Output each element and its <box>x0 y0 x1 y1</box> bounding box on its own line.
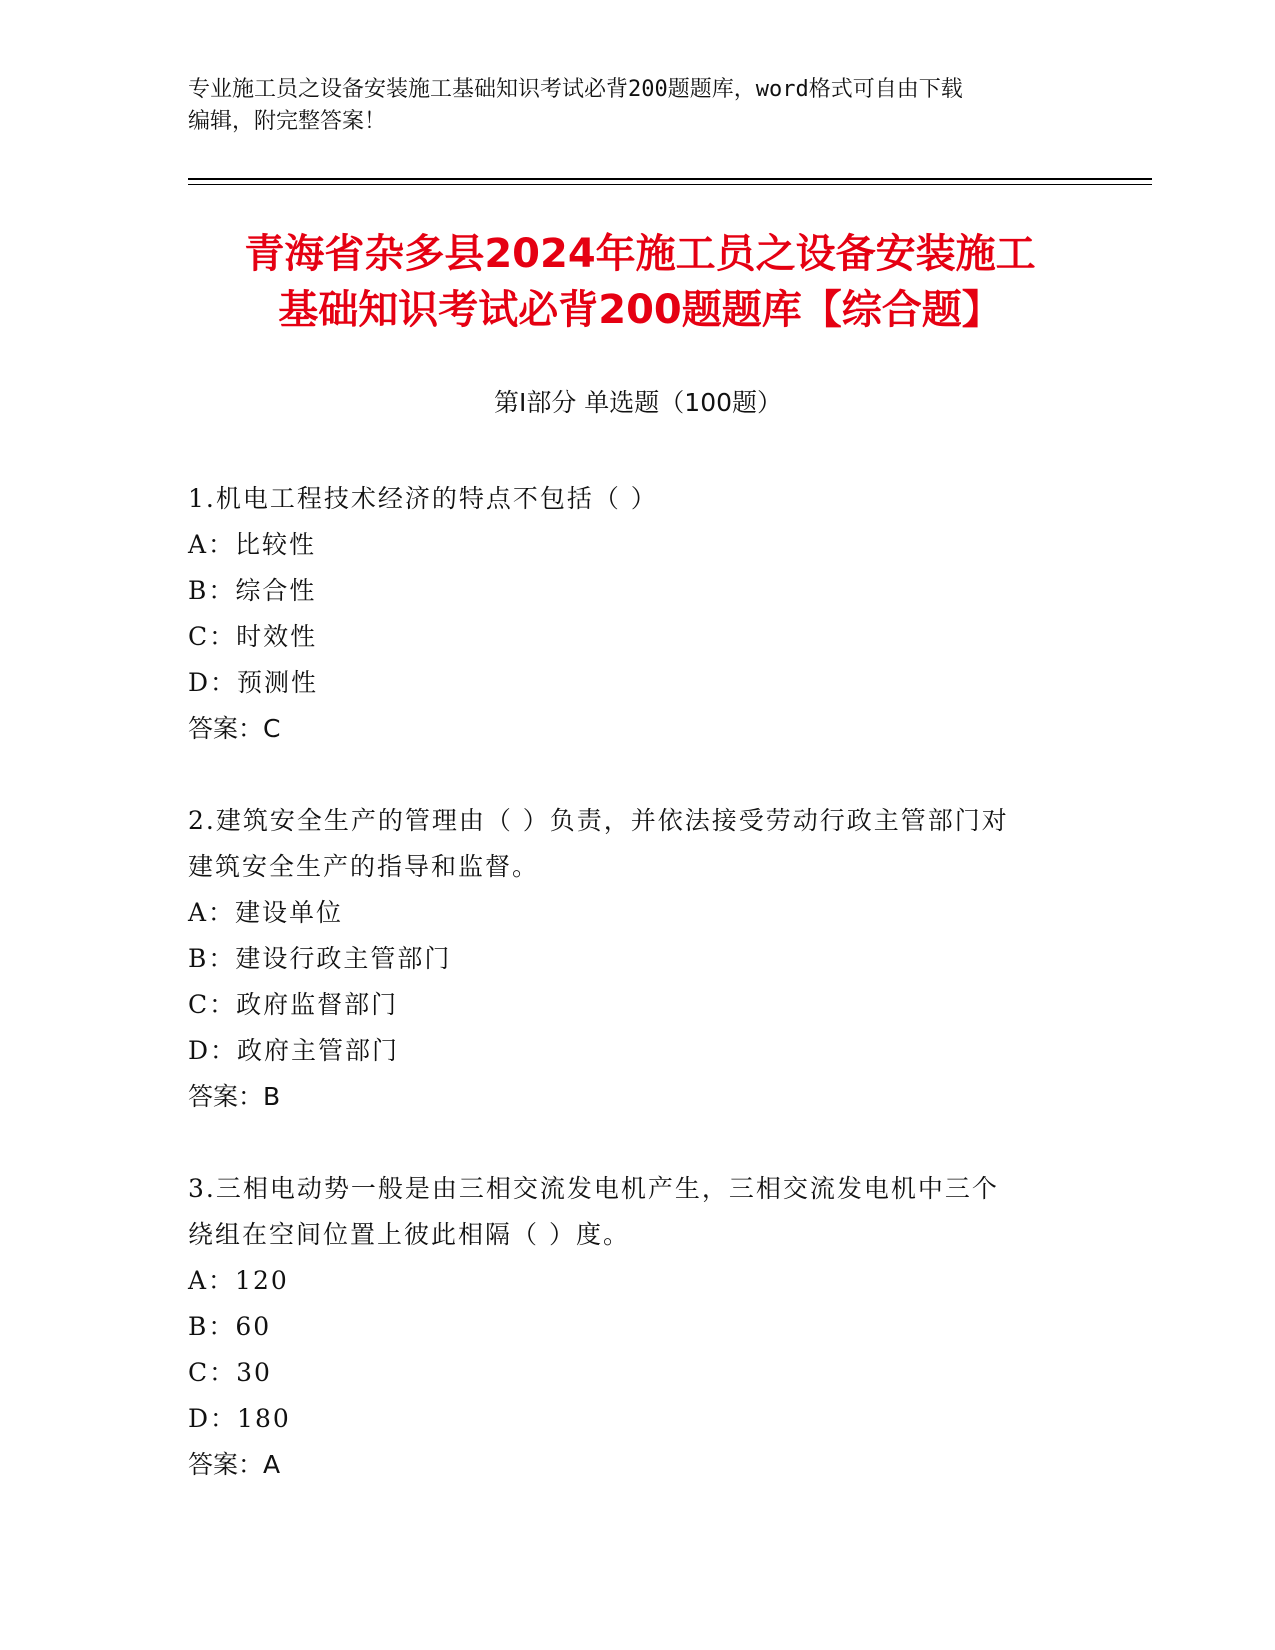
option-c: C：时效性 <box>188 622 318 651</box>
option-c: C：30 <box>188 1358 272 1387</box>
answer-line: 答案：A <box>188 1450 281 1479</box>
option-d: D：政府主管部门 <box>188 1036 400 1065</box>
header-note <box>188 74 1068 138</box>
option-c: C：政府监督部门 <box>188 990 399 1019</box>
header-note-line-2: 编辑，附完整答案！ <box>188 109 387 134</box>
question-stem: 1.机电工程技术经济的特点不包括（ ） <box>188 484 658 513</box>
option-b: B：综合性 <box>188 576 317 605</box>
header-divider-thick <box>188 178 1152 180</box>
document-title <box>170 226 1110 338</box>
option-a: A：120 <box>188 1266 289 1295</box>
question-stem-line-1: 3.三相电动势一般是由三相交流发电机产生，三相交流发电机中三个 <box>188 1174 999 1203</box>
option-b: B：建设行政主管部门 <box>188 944 452 973</box>
option-a: A：比较性 <box>188 530 317 559</box>
question-stem-line-1: 2.建筑安全生产的管理由（ ）负责，并依法接受劳动行政主管部门对 <box>188 806 1009 835</box>
option-d: D：预测性 <box>188 668 319 697</box>
question-stem-line-2: 建筑安全生产的指导和监督。 <box>188 852 540 881</box>
document-title-line-2: 基础知识考试必背200题题库【综合题】 <box>278 287 1002 333</box>
answer-line: 答案：B <box>188 1082 281 1111</box>
option-a: A：建设单位 <box>188 898 344 927</box>
option-b: B：60 <box>188 1312 272 1341</box>
question-3 <box>188 1166 1088 1488</box>
header-divider-thin <box>188 184 1152 185</box>
question-stem-line-2: 绕组在空间位置上彼此相隔（ ）度。 <box>188 1220 630 1249</box>
option-d: D：180 <box>188 1404 291 1433</box>
answer-line: 答案：C <box>188 714 281 743</box>
question-1 <box>188 476 1088 752</box>
document-title-line-1: 青海省杂多县2024年施工员之设备安装施工 <box>244 231 1036 277</box>
section-heading: 第Ⅰ部分 单选题（100题） <box>493 388 783 417</box>
header-note-line-1: 专业施工员之设备安装施工基础知识考试必背200题题库，word格式可自由下载 <box>188 77 963 102</box>
question-2 <box>188 798 1088 1120</box>
question-list <box>188 476 1088 1534</box>
